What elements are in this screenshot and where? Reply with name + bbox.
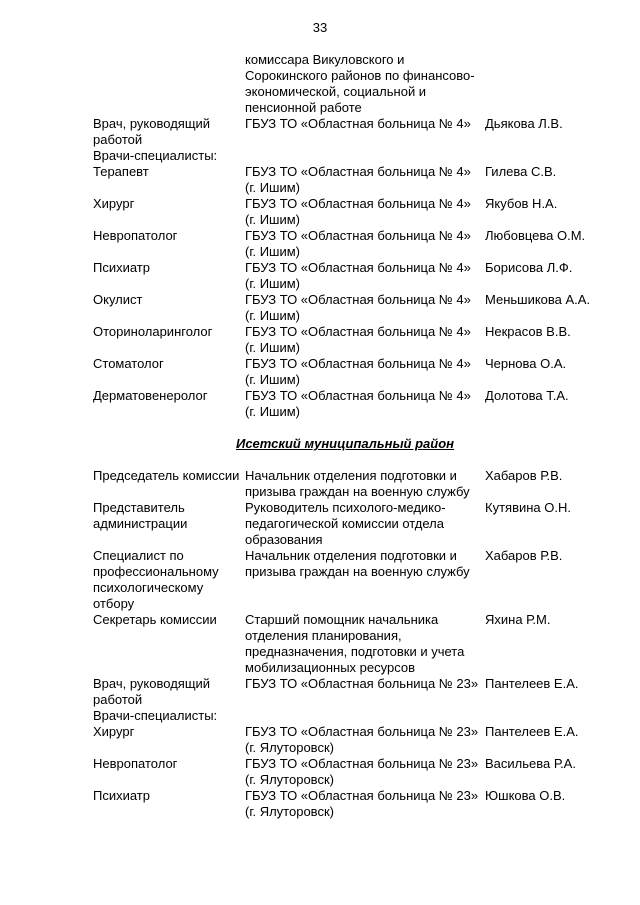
org-cell: ГБУЗ ТО «Областная больница № 4» (г. Ишим) [245,228,471,259]
org-cell: ГБУЗ ТО «Областная больница № 23» (г. Ялуторовск) [245,756,479,787]
table-row [93,164,613,196]
role-cell: Врачи-специалисты: [93,708,218,723]
role-cell: Терапевт [93,164,149,179]
org-cell: Начальник отделения подготовки и призыва граждан на военную службу [245,468,470,499]
org-cell: ГБУЗ ТО «Областная больница № 4» (г. Ишим) [245,292,471,323]
person-cell: Кутявина О.Н. [485,500,571,515]
person-cell: Якубов Н.А. [485,196,558,211]
person-cell: Чернова О.А. [485,356,567,371]
org-cell: ГБУЗ ТО «Областная больница № 4» (г. Ишим) [245,324,471,355]
role-cell: Психиатр [93,260,150,275]
person-cell: Гилева С.В. [485,164,557,179]
table-row [93,468,613,500]
table-row [93,708,613,724]
table-row [93,116,613,148]
role-cell: Врач, руководящий работой [93,116,211,147]
org-cell [245,708,485,724]
role-cell: Окулист [93,292,143,307]
table-row [93,52,613,116]
table-row [93,148,613,164]
role-cell: Врачи-специалисты: [93,148,218,163]
person-cell: Хабаров Р.В. [485,548,563,563]
org-cell: Руководитель психолого-медико-педагогической комиссии отдела образования [245,500,446,547]
org-cell: ГБУЗ ТО «Областная больница № 23» (г. Ялуторовск) [245,788,479,819]
table-row [93,260,613,292]
person-cell: Васильева Р.А. [485,756,576,771]
role-cell: Хирург [93,196,135,211]
role-cell: Представитель администрации [93,500,188,531]
org-cell: ГБУЗ ТО «Областная больница № 23» (г. Ялуторовск) [245,724,479,755]
role-cell: Невропатолог [93,228,178,243]
section-continued [93,52,613,420]
section-title: Исетский муниципальный район [235,436,455,451]
role-cell: Врач, руководящий работой [93,676,211,707]
person-cell: Пантелеев Е.А. [485,724,579,739]
table-row [93,724,613,756]
table-row [93,788,613,820]
table-row [93,500,613,548]
person-cell: Некрасов В.В. [485,324,571,339]
page-number: 33 [312,20,328,35]
table-row [93,196,613,228]
person-cell: Любовцева О.М. [485,228,586,243]
document-body [93,52,613,820]
table-row [93,388,613,420]
role-cell: Специалист по профессиональному психологическому отбору [93,548,219,611]
person-cell: Хабаров Р.В. [485,468,563,483]
person-cell: Долотова Т.А. [485,388,569,403]
table-row [93,612,613,676]
org-cell: комиссара Викуловского и Сорокинского районов по финансово-экономической, социальной и пенсионной работе [245,52,475,115]
org-cell [245,148,485,164]
org-cell: ГБУЗ ТО «Областная больница № 4» (г. Ишим) [245,164,471,195]
role-cell: Председатель комиссии [93,468,240,483]
person-cell [485,708,613,724]
org-cell: ГБУЗ ТО «Областная больница № 4» [245,116,471,131]
table-row [93,356,613,388]
org-cell: ГБУЗ ТО «Областная больница № 4» (г. Ишим) [245,388,471,419]
table-row [93,228,613,260]
table-row [93,548,613,612]
org-cell: ГБУЗ ТО «Областная больница № 4» (г. Ишим) [245,260,471,291]
person-cell: Яхина Р.М. [485,612,551,627]
role-cell: Психиатр [93,788,150,803]
org-cell: Старший помощник начальника отделения планирования, предназначения, подготовки и учета мобилизационных ресурсов [245,612,465,675]
person-cell: Юшкова О.В. [485,788,566,803]
table-row [93,292,613,324]
table-row [93,676,613,708]
section-isetsky [93,468,613,820]
org-cell: ГБУЗ ТО «Областная больница № 4» (г. Ишим) [245,196,471,227]
person-cell [485,148,613,164]
role-cell: Невропатолог [93,756,178,771]
role-cell: Хирург [93,724,135,739]
role-cell: Дерматовенеролог [93,388,208,403]
table-row [93,756,613,788]
role-cell [93,52,245,116]
role-cell: Секретарь комиссии [93,612,217,627]
org-cell: Начальник отделения подготовки и призыва граждан на военную службу [245,548,470,579]
org-cell: ГБУЗ ТО «Областная больница № 23» [245,676,479,691]
role-cell: Оториноларинголог [93,324,213,339]
table-row [93,324,613,356]
person-cell: Пантелеев Е.А. [485,676,579,691]
person-cell: Дьякова Л.В. [485,116,563,131]
role-cell: Стоматолог [93,356,164,371]
person-cell: Борисова Л.Ф. [485,260,573,275]
person-cell [485,52,613,116]
person-cell: Меньшикова А.А. [485,292,591,307]
org-cell: ГБУЗ ТО «Областная больница № 4» (г. Ишим) [245,356,471,387]
